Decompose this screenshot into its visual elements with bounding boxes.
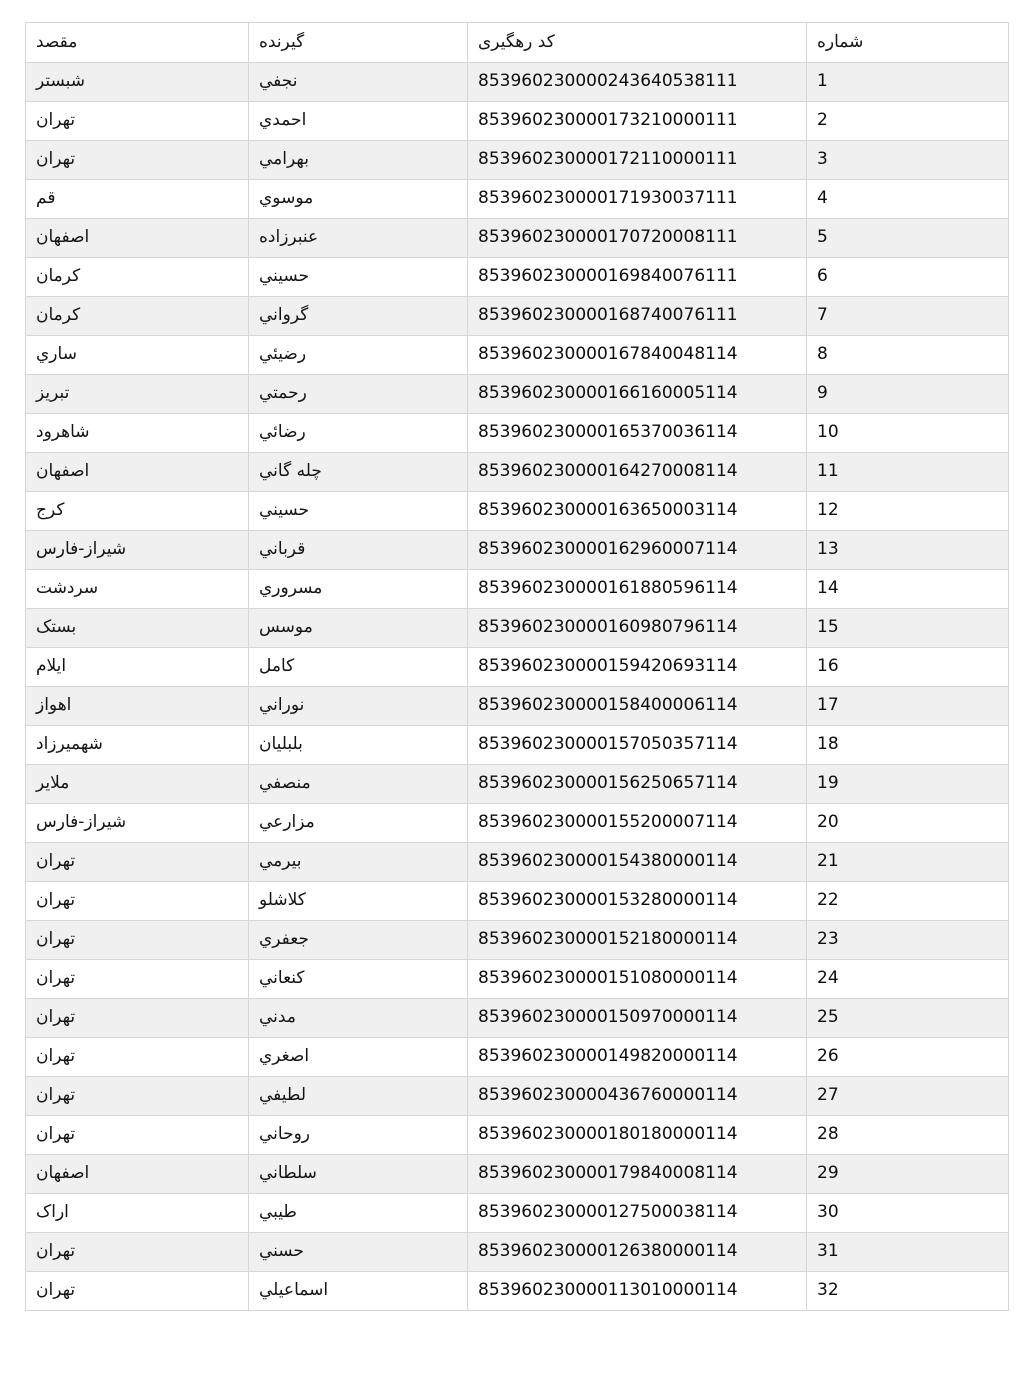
table-row xyxy=(26,960,1009,999)
cell-destination: ايلام xyxy=(26,648,249,687)
cell-number: 7 xyxy=(807,297,1009,336)
cell-number: 20 xyxy=(807,804,1009,843)
cell-destination: اصفهان xyxy=(26,219,249,258)
cell-number: 27 xyxy=(807,1077,1009,1116)
cell-receiver: حسيني xyxy=(249,492,468,531)
cell-receiver: روحاني xyxy=(249,1116,468,1155)
column-header-number: شماره xyxy=(807,23,1009,63)
cell-number: 8 xyxy=(807,336,1009,375)
cell-code: 853960230000156250657114 xyxy=(468,765,807,804)
cell-destination: اراک xyxy=(26,1194,249,1233)
cell-code: 853960230000150970000114 xyxy=(468,999,807,1038)
cell-number: 26 xyxy=(807,1038,1009,1077)
cell-receiver: رضيئي xyxy=(249,336,468,375)
table-row xyxy=(26,1272,1009,1311)
cell-code: 853960230000113010000114 xyxy=(468,1272,807,1311)
cell-number: 12 xyxy=(807,492,1009,531)
cell-number: 4 xyxy=(807,180,1009,219)
table-row xyxy=(26,726,1009,765)
cell-code: 853960230000163650003114 xyxy=(468,492,807,531)
cell-number: 31 xyxy=(807,1233,1009,1272)
cell-receiver: مسروري xyxy=(249,570,468,609)
cell-receiver: اصغري xyxy=(249,1038,468,1077)
cell-receiver: مدني xyxy=(249,999,468,1038)
cell-destination: تهران xyxy=(26,882,249,921)
tracking-table xyxy=(25,22,1009,1311)
cell-receiver: قرباني xyxy=(249,531,468,570)
cell-code: 853960230000160980796114 xyxy=(468,609,807,648)
cell-destination: شاهرود xyxy=(26,414,249,453)
cell-number: 18 xyxy=(807,726,1009,765)
table-row xyxy=(26,1194,1009,1233)
table-body xyxy=(26,63,1009,1311)
cell-receiver: عنبرزاده xyxy=(249,219,468,258)
cell-number: 30 xyxy=(807,1194,1009,1233)
cell-receiver: لطيفي xyxy=(249,1077,468,1116)
cell-receiver: رحمتي xyxy=(249,375,468,414)
cell-destination: تهران xyxy=(26,999,249,1038)
cell-code: 853960230000159420693114 xyxy=(468,648,807,687)
cell-code: 853960230000180180000114 xyxy=(468,1116,807,1155)
table-row xyxy=(26,336,1009,375)
table-row xyxy=(26,882,1009,921)
cell-destination: تهران xyxy=(26,1233,249,1272)
cell-receiver: نجفي xyxy=(249,63,468,102)
column-header-receiver: گیرنده xyxy=(249,23,468,63)
cell-receiver: بلبليان xyxy=(249,726,468,765)
cell-destination: شبستر xyxy=(26,63,249,102)
cell-destination: تهران xyxy=(26,921,249,960)
cell-code: 853960230000171930037111 xyxy=(468,180,807,219)
cell-destination: اصفهان xyxy=(26,453,249,492)
table-row xyxy=(26,297,1009,336)
cell-code: 853960230000436760000114 xyxy=(468,1077,807,1116)
cell-code: 853960230000162960007114 xyxy=(468,531,807,570)
cell-receiver: موسوي xyxy=(249,180,468,219)
cell-number: 17 xyxy=(807,687,1009,726)
cell-code: 853960230000155200007114 xyxy=(468,804,807,843)
cell-receiver: بهرامي xyxy=(249,141,468,180)
cell-destination: ملاير xyxy=(26,765,249,804)
column-header-destination: مقصد xyxy=(26,23,249,63)
table-row xyxy=(26,609,1009,648)
cell-destination: تهران xyxy=(26,1272,249,1311)
cell-number: 22 xyxy=(807,882,1009,921)
cell-receiver: حسني xyxy=(249,1233,468,1272)
cell-receiver: گرواني xyxy=(249,297,468,336)
cell-destination: بستک xyxy=(26,609,249,648)
table-row xyxy=(26,804,1009,843)
cell-destination: تهران xyxy=(26,1077,249,1116)
table-row xyxy=(26,1116,1009,1155)
table-row xyxy=(26,1077,1009,1116)
cell-destination: كرمان xyxy=(26,258,249,297)
table-row xyxy=(26,453,1009,492)
cell-destination: اهواز xyxy=(26,687,249,726)
cell-code: 853960230000157050357114 xyxy=(468,726,807,765)
cell-code: 853960230000165370036114 xyxy=(468,414,807,453)
cell-receiver: سلطاني xyxy=(249,1155,468,1194)
cell-destination: تهران xyxy=(26,102,249,141)
table-row xyxy=(26,414,1009,453)
cell-number: 25 xyxy=(807,999,1009,1038)
table-row xyxy=(26,765,1009,804)
cell-number: 14 xyxy=(807,570,1009,609)
cell-code: 853960230000126380000114 xyxy=(468,1233,807,1272)
cell-receiver: كلاشلو xyxy=(249,882,468,921)
cell-code: 853960230000169840076111 xyxy=(468,258,807,297)
cell-destination: تهران xyxy=(26,1038,249,1077)
table-row xyxy=(26,843,1009,882)
table-row xyxy=(26,1155,1009,1194)
cell-number: 15 xyxy=(807,609,1009,648)
cell-number: 6 xyxy=(807,258,1009,297)
table-row xyxy=(26,492,1009,531)
cell-receiver: مزارعي xyxy=(249,804,468,843)
cell-receiver: نوراني xyxy=(249,687,468,726)
cell-code: 853960230000170720008111 xyxy=(468,219,807,258)
cell-destination: سردشت xyxy=(26,570,249,609)
cell-destination: كرمان xyxy=(26,297,249,336)
cell-destination: تهران xyxy=(26,960,249,999)
cell-code: 853960230000154380000114 xyxy=(468,843,807,882)
cell-destination: قم xyxy=(26,180,249,219)
header-row xyxy=(26,23,1009,63)
cell-destination: اصفهان xyxy=(26,1155,249,1194)
cell-code: 853960230000153280000114 xyxy=(468,882,807,921)
cell-receiver: اسماعيلي xyxy=(249,1272,468,1311)
cell-code: 853960230000152180000114 xyxy=(468,921,807,960)
cell-receiver: رضائي xyxy=(249,414,468,453)
cell-number: 5 xyxy=(807,219,1009,258)
cell-receiver: كامل xyxy=(249,648,468,687)
cell-number: 2 xyxy=(807,102,1009,141)
cell-code: 853960230000161880596114 xyxy=(468,570,807,609)
cell-number: 32 xyxy=(807,1272,1009,1311)
table-row xyxy=(26,648,1009,687)
cell-number: 1 xyxy=(807,63,1009,102)
cell-number: 13 xyxy=(807,531,1009,570)
table-row xyxy=(26,258,1009,297)
cell-code: 853960230000127500038114 xyxy=(468,1194,807,1233)
cell-destination: تبريز xyxy=(26,375,249,414)
table-row xyxy=(26,999,1009,1038)
table-row xyxy=(26,1233,1009,1272)
cell-destination: تهران xyxy=(26,141,249,180)
column-header-code: کد رهگیری xyxy=(468,23,807,63)
table-row xyxy=(26,921,1009,960)
cell-destination: كرج xyxy=(26,492,249,531)
cell-number: 29 xyxy=(807,1155,1009,1194)
cell-destination: شهميرزاد xyxy=(26,726,249,765)
cell-number: 24 xyxy=(807,960,1009,999)
cell-code: 853960230000173210000111 xyxy=(468,102,807,141)
cell-code: 853960230000151080000114 xyxy=(468,960,807,999)
cell-receiver: جعفري xyxy=(249,921,468,960)
cell-receiver: كنعاني xyxy=(249,960,468,999)
cell-destination: شيراز-فارس xyxy=(26,531,249,570)
cell-number: 19 xyxy=(807,765,1009,804)
cell-code: 853960230000172110000111 xyxy=(468,141,807,180)
cell-code: 853960230000179840008114 xyxy=(468,1155,807,1194)
table-row xyxy=(26,63,1009,102)
cell-receiver: احمدي xyxy=(249,102,468,141)
cell-receiver: حسيني xyxy=(249,258,468,297)
cell-code: 853960230000166160005114 xyxy=(468,375,807,414)
cell-destination: ساري xyxy=(26,336,249,375)
cell-receiver: چله گاني xyxy=(249,453,468,492)
cell-destination: شيراز-فارس xyxy=(26,804,249,843)
cell-number: 23 xyxy=(807,921,1009,960)
cell-code: 853960230000149820000114 xyxy=(468,1038,807,1077)
cell-number: 16 xyxy=(807,648,1009,687)
cell-destination: تهران xyxy=(26,843,249,882)
table-row xyxy=(26,570,1009,609)
cell-code: 853960230000168740076111 xyxy=(468,297,807,336)
cell-destination: تهران xyxy=(26,1116,249,1155)
cell-number: 28 xyxy=(807,1116,1009,1155)
table-header xyxy=(26,23,1009,63)
cell-number: 11 xyxy=(807,453,1009,492)
cell-code: 853960230000243640538111 xyxy=(468,63,807,102)
cell-code: 853960230000164270008114 xyxy=(468,453,807,492)
cell-code: 853960230000158400006114 xyxy=(468,687,807,726)
table-row xyxy=(26,141,1009,180)
cell-receiver: موسس xyxy=(249,609,468,648)
cell-number: 3 xyxy=(807,141,1009,180)
table-row xyxy=(26,102,1009,141)
cell-number: 21 xyxy=(807,843,1009,882)
cell-receiver: طيبي xyxy=(249,1194,468,1233)
cell-receiver: منصفي xyxy=(249,765,468,804)
table-row xyxy=(26,219,1009,258)
table-row xyxy=(26,531,1009,570)
table-row xyxy=(26,375,1009,414)
cell-receiver: بيرمي xyxy=(249,843,468,882)
table-row xyxy=(26,1038,1009,1077)
table-row xyxy=(26,687,1009,726)
table-row xyxy=(26,180,1009,219)
cell-code: 853960230000167840048114 xyxy=(468,336,807,375)
cell-number: 9 xyxy=(807,375,1009,414)
cell-number: 10 xyxy=(807,414,1009,453)
